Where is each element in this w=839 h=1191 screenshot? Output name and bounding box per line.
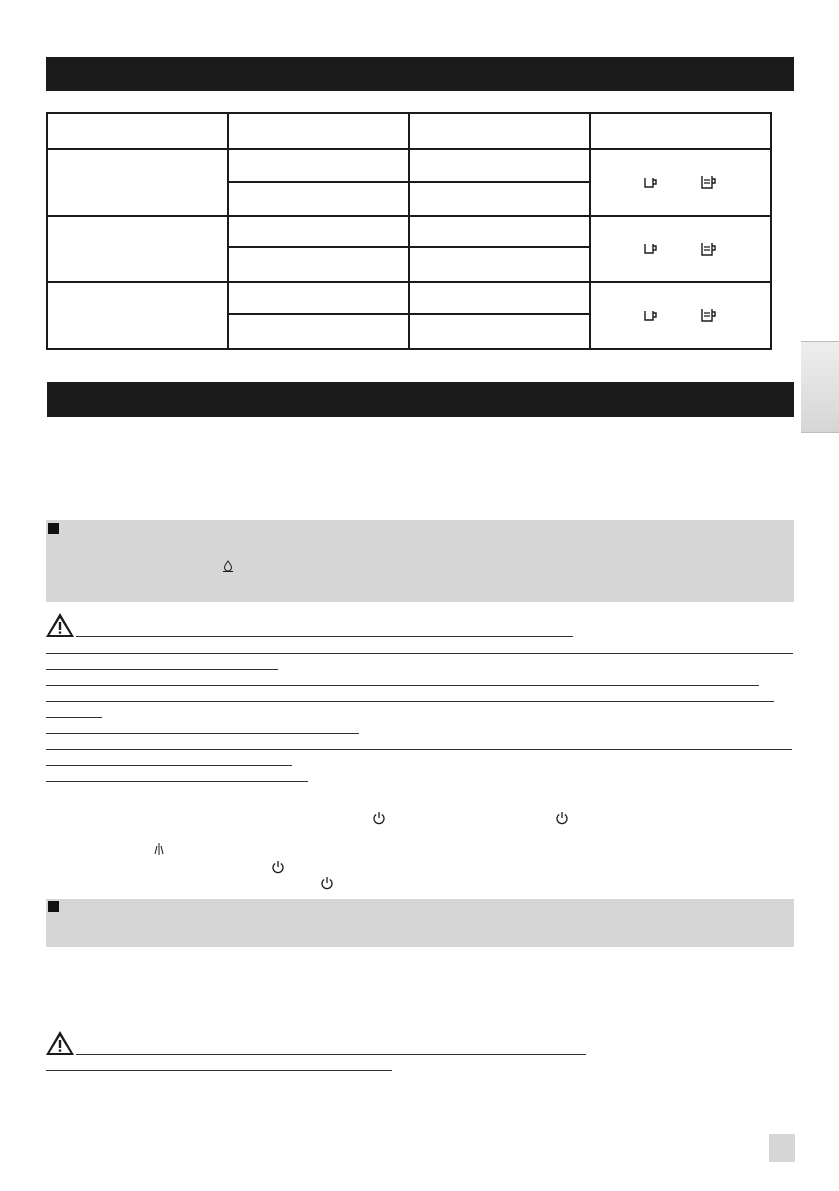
underline-rule xyxy=(46,669,278,670)
section-header-bar-2 xyxy=(47,382,794,417)
underline-rule xyxy=(46,781,308,782)
table-cell-cups xyxy=(590,149,771,216)
section-header-bar-1 xyxy=(46,57,794,91)
table-row xyxy=(47,216,771,247)
underline-rule xyxy=(46,717,102,718)
spec-table xyxy=(46,112,772,350)
page-number-box xyxy=(769,1134,795,1162)
table-cell xyxy=(409,182,590,216)
bullet-square-icon xyxy=(48,901,59,912)
table-cell xyxy=(228,182,409,216)
descale-icon xyxy=(222,560,234,573)
power-icon xyxy=(320,876,334,890)
bullet-square-icon xyxy=(48,523,59,534)
table-row xyxy=(47,149,771,181)
steam-icon xyxy=(153,842,165,856)
language-side-tab xyxy=(801,341,839,433)
table-header-row xyxy=(47,113,771,149)
table-cell-cups xyxy=(590,282,771,349)
table-cell xyxy=(47,282,228,349)
power-icon xyxy=(271,860,285,874)
table-cell xyxy=(228,247,409,282)
table-cell xyxy=(409,216,590,247)
single-cup-icon xyxy=(643,309,659,323)
table-cell xyxy=(228,149,409,181)
power-icon xyxy=(372,811,386,825)
underline-rule xyxy=(46,685,759,686)
table-cell xyxy=(228,282,409,313)
underline-rule xyxy=(76,1054,586,1055)
underline-rule xyxy=(46,733,359,734)
table-cell xyxy=(590,113,771,149)
single-cup-icon xyxy=(643,176,659,190)
double-cup-icon xyxy=(700,175,718,190)
table-cell xyxy=(409,282,590,313)
table-row xyxy=(47,282,771,313)
table-cell xyxy=(409,149,590,181)
table-cell xyxy=(228,216,409,247)
note-box-2 xyxy=(46,899,794,947)
table-cell xyxy=(228,113,409,149)
warning-triangle-icon xyxy=(45,1030,75,1056)
double-cup-icon xyxy=(700,308,718,323)
note-box-1 xyxy=(46,520,794,602)
table-cell-cups xyxy=(590,216,771,283)
underline-rule xyxy=(46,701,774,702)
table-cell xyxy=(228,314,409,349)
table-cell xyxy=(47,149,228,216)
table-cell xyxy=(409,113,590,149)
single-cup-icon xyxy=(643,242,659,256)
power-icon xyxy=(555,811,569,825)
underline-rule xyxy=(46,765,292,766)
underline-rule xyxy=(46,653,793,654)
table-cell xyxy=(409,314,590,349)
warning-triangle-icon xyxy=(45,612,75,638)
double-cup-icon xyxy=(700,242,718,257)
underline-rule xyxy=(76,636,573,637)
table-cell xyxy=(47,216,228,283)
table-cell xyxy=(409,247,590,282)
table-cell xyxy=(47,113,228,149)
underline-rule xyxy=(46,749,792,750)
underline-rule xyxy=(46,1070,392,1071)
